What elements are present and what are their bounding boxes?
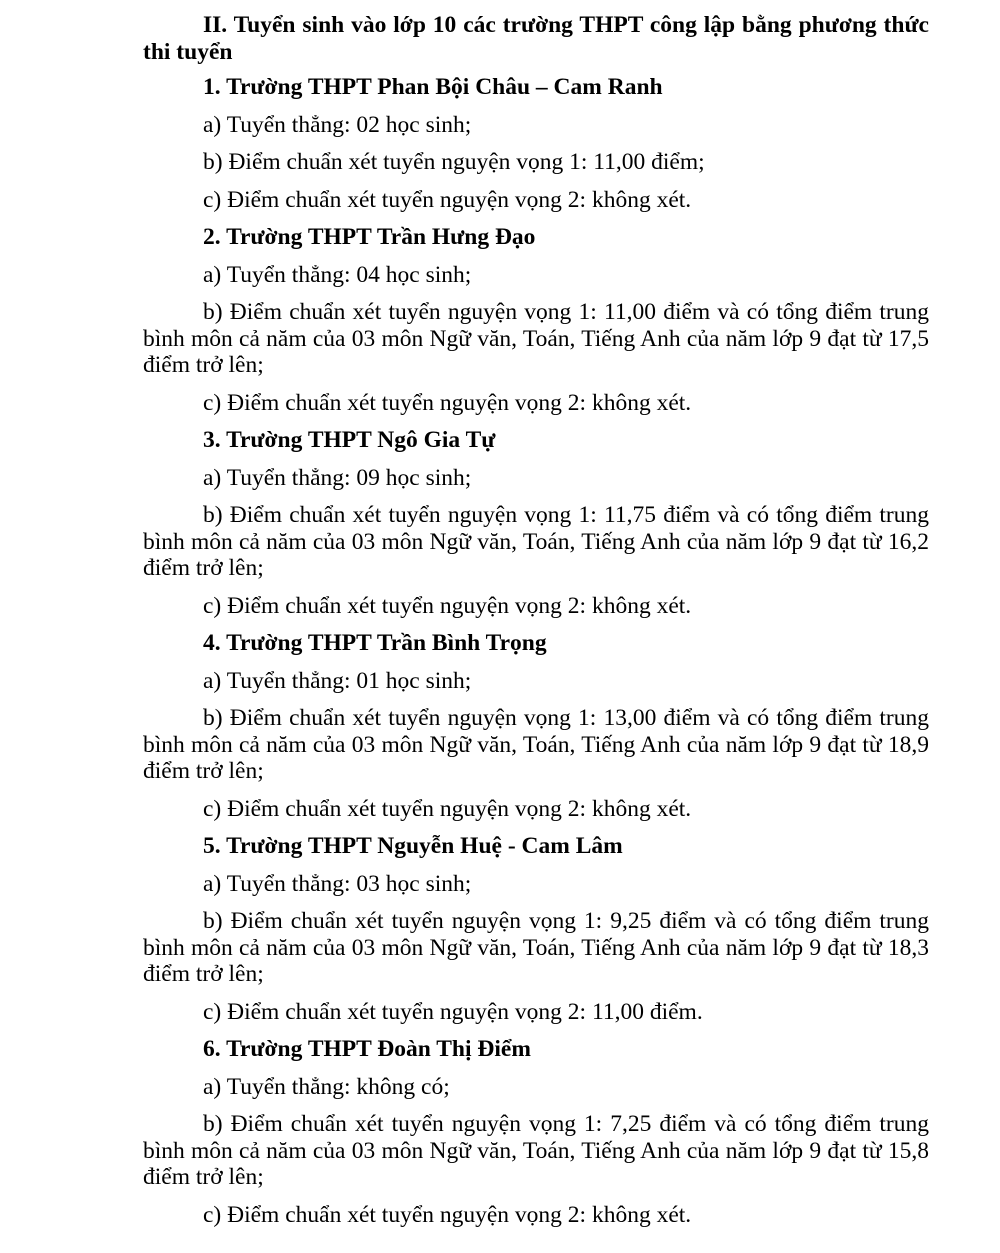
school-section-6 xyxy=(143,1036,929,1228)
section-heading: II. Tuyển sinh vào lớp 10 các trường THPT công lập bằng phương thức thi tuyển xyxy=(143,12,929,65)
direct-admission-item: a) Tuyển thẳng: 09 học sinh; xyxy=(203,464,472,491)
wish-1-cutoff-item: b) Điểm chuẩn xét tuyển nguyện vọng 1: 7,25 điểm và có tổng điểm trung bình môn cả năm của 03 môn Ngữ văn, Toán, Tiếng Anh của năm lớp 9 đạt từ 15,8 điểm trở lên; xyxy=(143,1111,929,1190)
school-section-5 xyxy=(143,833,929,1025)
wish-2-cutoff-item: c) Điểm chuẩn xét tuyển nguyện vọng 2: 11,00 điểm. xyxy=(203,998,703,1025)
wish-1-cutoff-item: b) Điểm chuẩn xét tuyển nguyện vọng 1: 13,00 điểm và có tổng điểm trung bình môn cả năm của 03 môn Ngữ văn, Toán, Tiếng Anh của năm lớp 9 đạt từ 18,9 điểm trở lên; xyxy=(143,705,929,784)
direct-admission-item: a) Tuyển thẳng: 04 học sinh; xyxy=(203,261,472,288)
school-section-4 xyxy=(143,630,929,822)
wish-1-cutoff-item: b) Điểm chuẩn xét tuyển nguyện vọng 1: 11,75 điểm và có tổng điểm trung bình môn cả năm của 03 môn Ngữ văn, Toán, Tiếng Anh của năm lớp 9 đạt từ 16,2 điểm trở lên; xyxy=(143,502,929,581)
school-section-3 xyxy=(143,427,929,619)
school-title: 2. Trường THPT Trần Hưng Đạo xyxy=(203,224,536,250)
direct-admission-item: a) Tuyển thẳng: không có; xyxy=(203,1073,450,1100)
direct-admission-item: a) Tuyển thẳng: 03 học sinh; xyxy=(203,870,472,897)
wish-2-cutoff-item: c) Điểm chuẩn xét tuyển nguyện vọng 2: không xét. xyxy=(203,795,692,822)
wish-2-cutoff-item: c) Điểm chuẩn xét tuyển nguyện vọng 2: không xét. xyxy=(203,592,692,619)
school-title: 6. Trường THPT Đoàn Thị Điểm xyxy=(203,1036,531,1062)
school-title: 3. Trường THPT Ngô Gia Tự xyxy=(203,427,496,453)
wish-1-cutoff-item: b) Điểm chuẩn xét tuyển nguyện vọng 1: 11,00 điểm và có tổng điểm trung bình môn cả năm của 03 môn Ngữ văn, Toán, Tiếng Anh của năm lớp 9 đạt từ 17,5 điểm trở lên; xyxy=(143,299,929,378)
school-title: 5. Trường THPT Nguyễn Huệ - Cam Lâm xyxy=(203,833,623,859)
direct-admission-item: a) Tuyển thẳng: 02 học sinh; xyxy=(203,111,472,138)
school-section-1 xyxy=(143,74,929,213)
school-title: 1. Trường THPT Phan Bội Châu – Cam Ranh xyxy=(203,74,663,100)
wish-1-cutoff-item: b) Điểm chuẩn xét tuyển nguyện vọng 1: 9,25 điểm và có tổng điểm trung bình môn cả năm của 03 môn Ngữ văn, Toán, Tiếng Anh của năm lớp 9 đạt từ 18,3 điểm trở lên; xyxy=(143,908,929,987)
school-section-2 xyxy=(143,224,929,416)
wish-2-cutoff-item: c) Điểm chuẩn xét tuyển nguyện vọng 2: không xét. xyxy=(203,186,692,213)
document-page xyxy=(143,12,929,1239)
direct-admission-item: a) Tuyển thẳng: 01 học sinh; xyxy=(203,667,472,694)
wish-2-cutoff-item: c) Điểm chuẩn xét tuyển nguyện vọng 2: không xét. xyxy=(203,389,692,416)
wish-2-cutoff-item: c) Điểm chuẩn xét tuyển nguyện vọng 2: không xét. xyxy=(203,1201,692,1228)
wish-1-cutoff-item: b) Điểm chuẩn xét tuyển nguyện vọng 1: 11,00 điểm; xyxy=(203,149,705,175)
school-title: 4. Trường THPT Trần Bình Trọng xyxy=(203,630,547,656)
